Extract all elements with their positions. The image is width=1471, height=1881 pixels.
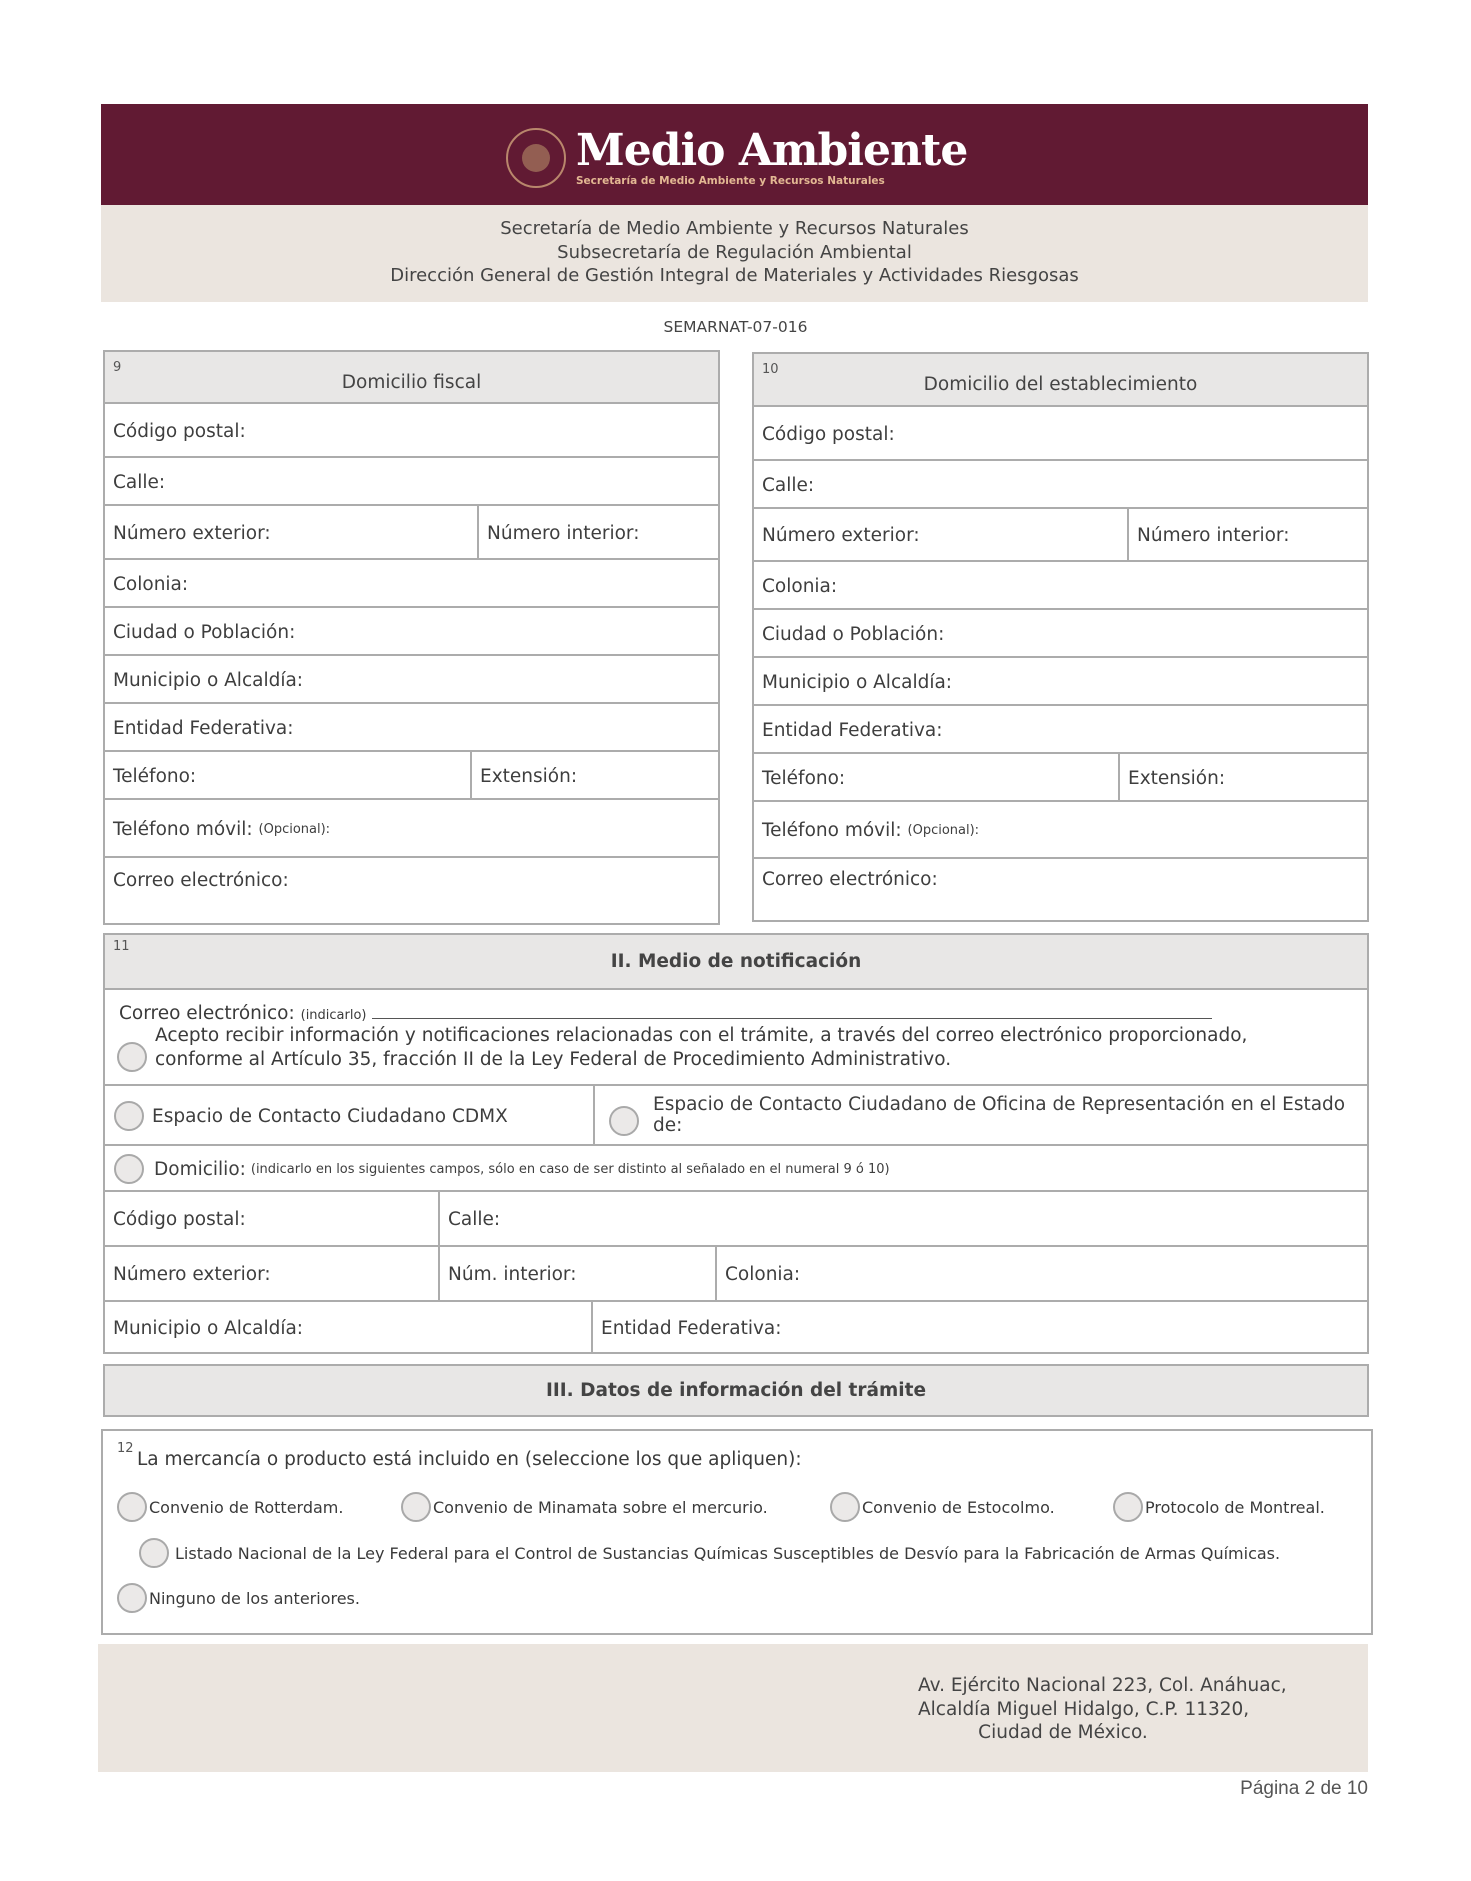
notif-ext-number-field[interactable]: Número exterior: — [113, 1264, 271, 1285]
notification-email-input[interactable] — [372, 1002, 1212, 1019]
city-field[interactable] — [754, 608, 1367, 658]
field-label: Entidad Federativa: — [762, 719, 943, 741]
section-number: 9 — [113, 360, 122, 375]
notif-colonia-field[interactable]: Colonia: — [715, 1247, 1367, 1302]
agency-line: Dirección General de Gestión Integral de Materiales y Actividades Riesgosas — [390, 265, 1079, 286]
colonia-field[interactable] — [105, 558, 718, 608]
section-domicilio-establecimiento — [752, 352, 1369, 922]
section-domicilio-fiscal — [103, 350, 720, 925]
int-number-field[interactable]: Número interior: — [477, 506, 718, 560]
email-label: Correo electrónico: — [119, 1003, 295, 1024]
option-label: Domicilio: — [154, 1158, 246, 1180]
form-code: SEMARNAT-07-016 — [663, 318, 808, 336]
radio-state-office[interactable] — [609, 1106, 639, 1136]
radio-domicilio[interactable] — [114, 1154, 144, 1184]
section-medio-notificacion — [103, 933, 1369, 1354]
section-title: II. Medio de notificación — [610, 951, 862, 972]
checkbox-estocolmo[interactable] — [830, 1492, 860, 1522]
field-label: Entidad Federativa: — [113, 717, 294, 739]
address-line: Av. Ejército Nacional 223, Col. Anáhuac, — [918, 1675, 1287, 1696]
field-label: Teléfono móvil: — [762, 820, 902, 841]
checkbox-montreal[interactable] — [1113, 1492, 1143, 1522]
field-label: Colonia: — [113, 573, 189, 595]
optional-note: (Opcional): — [258, 821, 331, 837]
option-label: Convenio de Rotterdam. — [149, 1497, 344, 1517]
logo — [506, 125, 968, 188]
option-montreal[interactable] — [1113, 1491, 1325, 1523]
field-label: Municipio o Alcaldía: — [113, 669, 304, 691]
notif-int-number-field[interactable]: Núm. interior: — [438, 1247, 715, 1302]
footer-address — [918, 1674, 1287, 1745]
field-label: Correo electrónico: — [762, 869, 938, 890]
address-line: Ciudad de México. — [978, 1722, 1148, 1743]
section-mercancia — [101, 1429, 1373, 1635]
notif-state-field[interactable]: Entidad Federativa: — [591, 1302, 1367, 1354]
field-label: Colonia: — [762, 575, 838, 597]
option-ninguno[interactable] — [117, 1582, 360, 1614]
option-label: Convenio de Estocolmo. — [862, 1497, 1055, 1517]
state-field[interactable] — [105, 702, 718, 752]
email-field[interactable] — [105, 856, 718, 925]
section-datos-tramite-header — [103, 1364, 1369, 1417]
ext-number-field[interactable]: Número exterior: — [762, 525, 920, 546]
checkbox-minamata[interactable] — [401, 1492, 431, 1522]
field-label: Ciudad o Población: — [762, 623, 945, 645]
option-cdmx[interactable] — [105, 1086, 593, 1146]
mobile-field[interactable] — [105, 798, 718, 858]
footer — [98, 1644, 1368, 1772]
checkbox-rotterdam[interactable] — [117, 1492, 147, 1522]
field-label: Municipio o Alcaldía: — [762, 671, 953, 693]
radio-cdmx[interactable] — [114, 1101, 144, 1131]
consent-text: conforme al Artículo 35, fracción II de la Ley Federal de Procedimiento Administrativo. — [155, 1049, 952, 1070]
logo-subtitle: Secretaría de Medio Ambiente y Recursos Naturales — [576, 175, 885, 187]
checkbox-listado-nacional[interactable] — [139, 1538, 169, 1568]
street-field[interactable] — [105, 456, 718, 506]
field-label: Código postal: — [113, 420, 246, 442]
notif-municipality-field[interactable]: Municipio o Alcaldía: — [113, 1317, 304, 1339]
city-field[interactable] — [105, 606, 718, 656]
extension-field[interactable]: Extensión: — [1118, 754, 1367, 802]
option-estocolmo[interactable] — [830, 1491, 1055, 1523]
question-text: La mercancía o producto está incluido en (seleccione los que apliquen): — [137, 1449, 802, 1470]
colonia-field[interactable] — [754, 560, 1367, 610]
agency-line: Secretaría de Medio Ambiente y Recursos Naturales — [500, 218, 969, 239]
state-field[interactable] — [754, 704, 1367, 754]
agency-header — [101, 205, 1368, 302]
field-label: Código postal: — [762, 423, 895, 445]
consent-text: Acepto recibir información y notificaciones relacionadas con el trámite, a través del correo electrónico proporcionado, — [155, 1025, 1248, 1046]
section-title: III. Datos de información del trámite — [545, 1380, 926, 1401]
optional-note: (Opcional): — [907, 823, 980, 838]
email-field[interactable] — [754, 857, 1367, 922]
extension-field[interactable]: Extensión: — [470, 752, 718, 800]
municipality-field[interactable] — [754, 656, 1367, 706]
section-header — [754, 354, 1367, 405]
option-rotterdam[interactable] — [117, 1491, 343, 1523]
field-label: Calle: — [113, 471, 166, 493]
field-label: Teléfono móvil: — [113, 818, 253, 840]
municipality-field[interactable] — [105, 654, 718, 704]
address-line: Alcaldía Miguel Hidalgo, C.P. 11320, — [918, 1698, 1250, 1720]
section-number: 10 — [762, 362, 779, 377]
mobile-field[interactable] — [754, 800, 1367, 859]
notif-street-field[interactable]: Calle: — [438, 1192, 1367, 1247]
national-seal-icon — [506, 128, 566, 188]
option-label: Espacio de Contacto Ciudadano CDMX — [152, 1105, 508, 1127]
checkbox-ninguno[interactable] — [117, 1583, 147, 1613]
section-header — [105, 935, 1367, 988]
phone-field[interactable]: Teléfono: — [113, 765, 197, 787]
postal-code-field[interactable] — [754, 405, 1367, 461]
field-label: Calle: — [762, 474, 815, 496]
option-label: Protocolo de Montreal. — [1145, 1497, 1325, 1517]
option-domicilio[interactable] — [105, 1146, 1367, 1192]
section-title: Domicilio fiscal — [341, 372, 482, 393]
option-label: Listado Nacional de la Ley Federal para el Control de Sustancias Químicas Susceptibles de Desvío para la Fabricación de Armas Químicas. — [175, 1543, 1281, 1563]
ext-number-field[interactable]: Número exterior: — [113, 522, 271, 544]
section-header — [105, 352, 718, 402]
domicilio-note: (indicarlo en los siguientes campos, sólo en caso de ser distinto al señalado en el numeral 9 ó 10) — [250, 1161, 890, 1177]
street-field[interactable] — [754, 459, 1367, 509]
section-title: Domicilio del establecimiento — [923, 374, 1198, 395]
int-number-field[interactable]: Número interior: — [1127, 509, 1367, 562]
logo-title: Medio Ambiente — [576, 125, 968, 176]
option-label: Convenio de Minamata sobre el mercurio. — [433, 1497, 768, 1517]
consent-radio[interactable] — [117, 1042, 147, 1072]
notif-postal-code-field[interactable]: Código postal: — [113, 1209, 246, 1230]
field-label: Ciudad o Población: — [113, 621, 296, 643]
option-listado-nacional[interactable] — [139, 1537, 1280, 1569]
section-number: 12 — [117, 1441, 134, 1456]
email-note: (indicarlo) — [300, 1008, 367, 1023]
phone-field[interactable]: Teléfono: — [762, 767, 846, 789]
option-minamata[interactable] — [401, 1491, 768, 1523]
postal-code-field[interactable] — [105, 402, 718, 458]
section-number: 11 — [113, 939, 130, 954]
option-label: Espacio de Contacto Ciudadano de Oficina de Representación en el Estado de: — [653, 1094, 1346, 1136]
field-label: Correo electrónico: — [113, 870, 289, 891]
option-state-office[interactable] — [593, 1086, 1367, 1146]
option-label: Ninguno de los anteriores. — [149, 1588, 360, 1608]
page-number: Página 2 de 10 — [1240, 1778, 1368, 1799]
header-banner — [101, 104, 1368, 205]
agency-line: Subsecretaría de Regulación Ambiental — [557, 241, 912, 263]
